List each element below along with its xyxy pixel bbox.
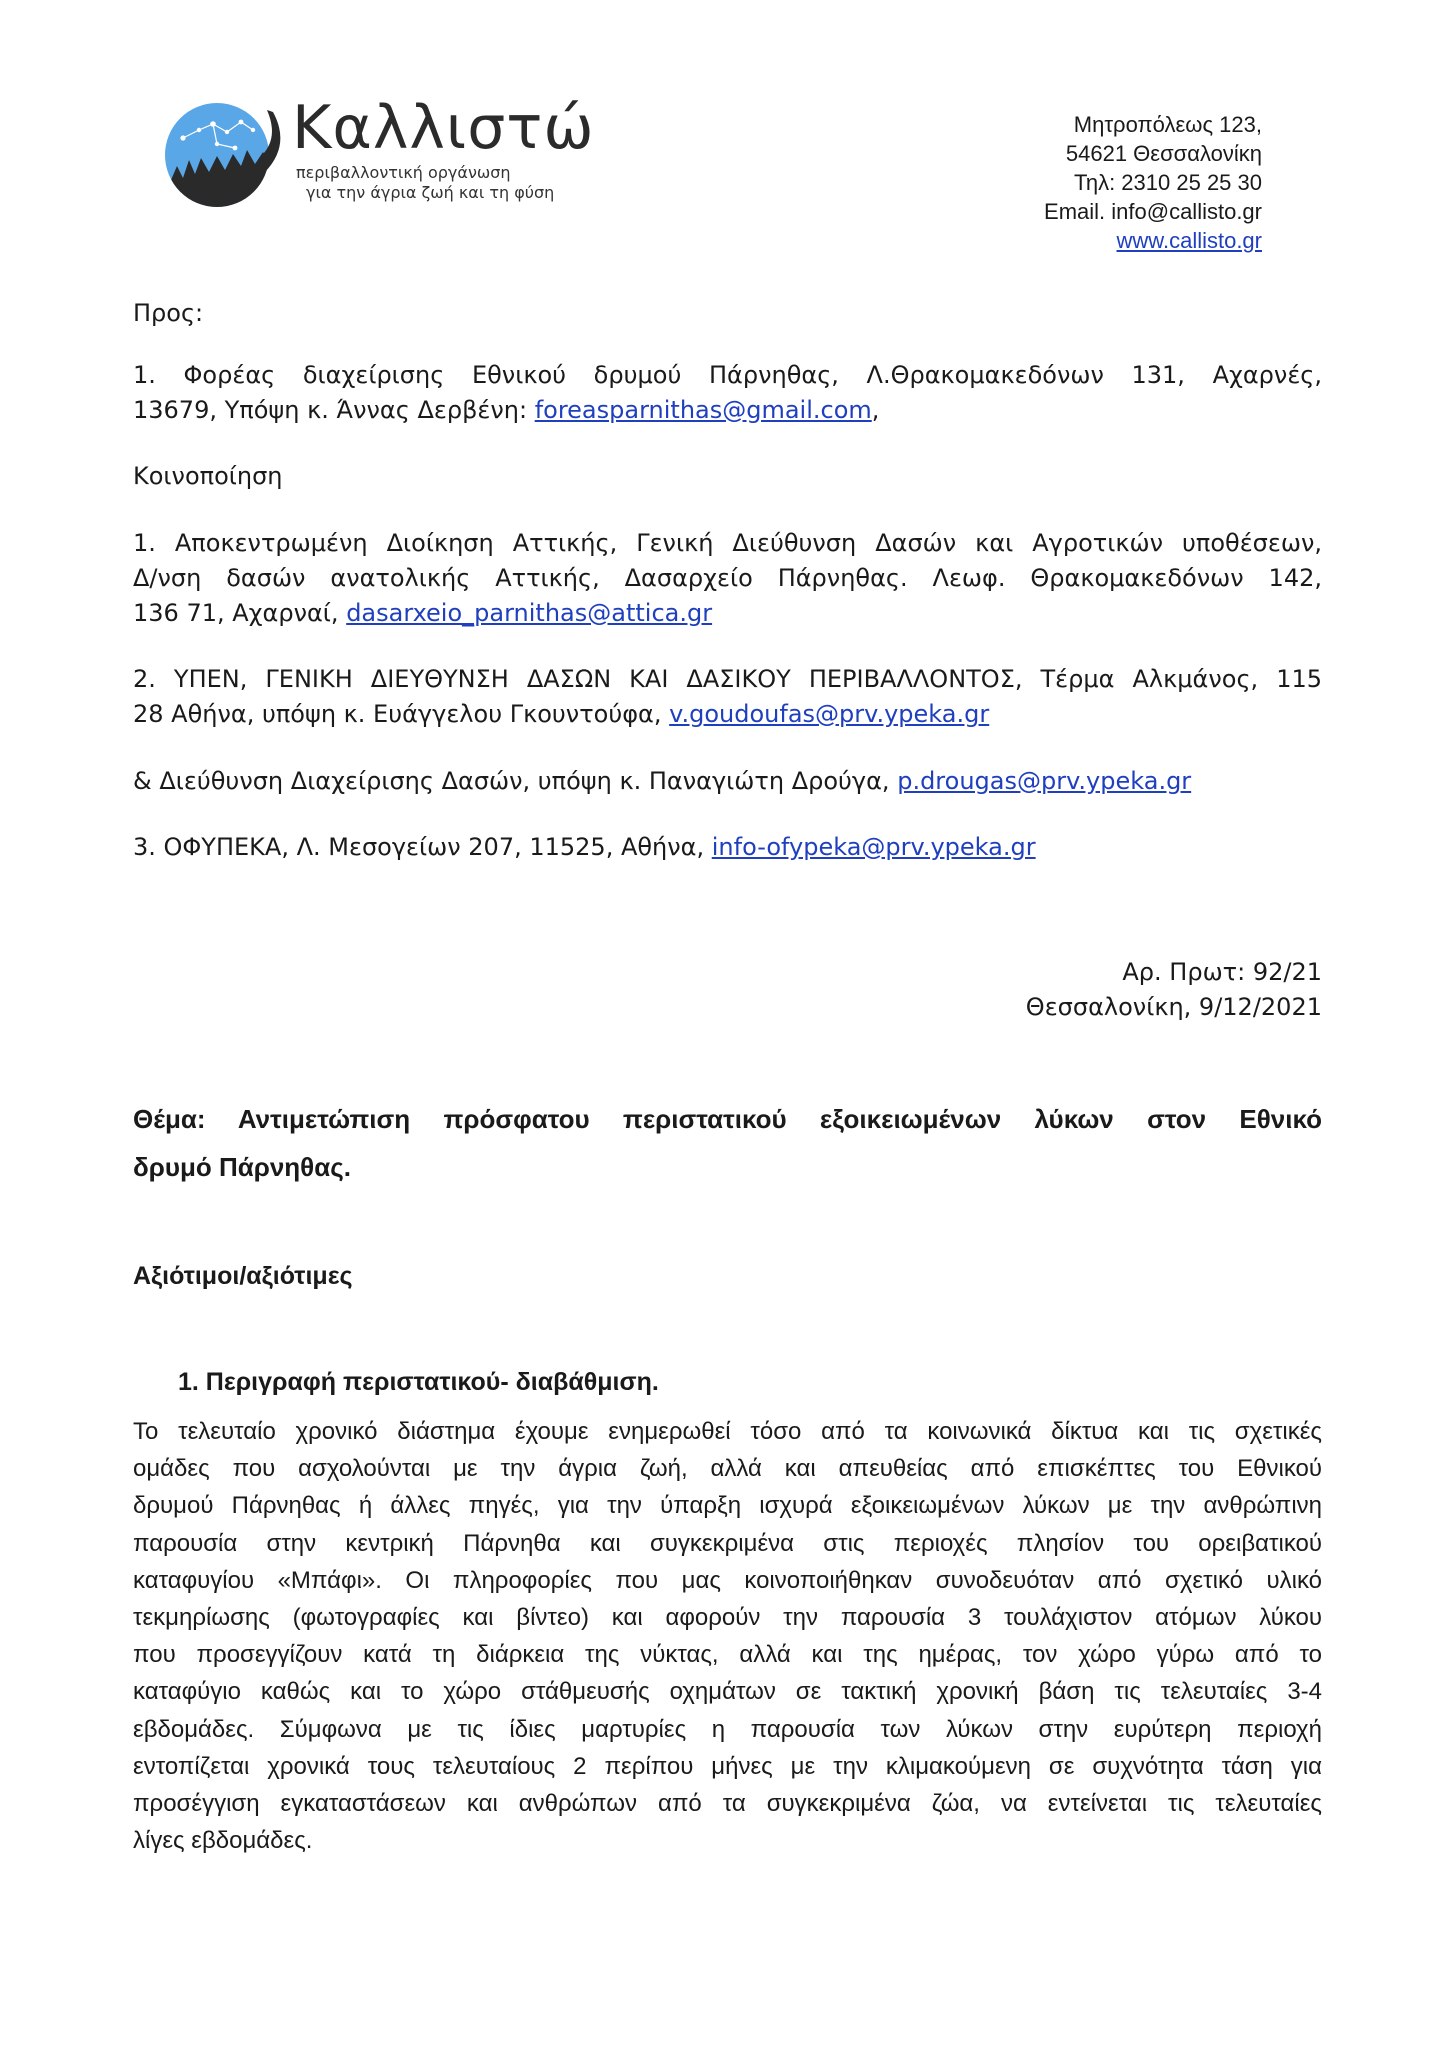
paragraph-line: εντοπίζεται χρονικά τους τελευταίους 2 περίπου μήνες με την κλιμακούμενη σε συχνότητα τάση για — [133, 1752, 1322, 1780]
place-date: Θεσσαλονίκη, 9/12/2021 — [1025, 993, 1322, 1021]
recipient-1-line-1: 1. Φορέας διαχείρισης Εθνικού δρυμού Πάρνηθας, Λ.Θρακομακεδόνων 131, Αχαρνές, — [133, 361, 1322, 389]
cc-1-line-1: 1. Αποκεντρωμένη Διοίκηση Αττικής, Γενική Διεύθυνση Δασών και Αγροτικών υποθέσεων, — [133, 529, 1322, 557]
brand-name: Καλλιστώ — [292, 93, 595, 163]
section-1-title: 1. Περιγραφή περιστατικού- διαβάθμιση. — [178, 1368, 659, 1396]
cc-1-email-link[interactable]: dasarxeio_parnithas@attica.gr — [346, 599, 713, 627]
subject-line-1: Θέμα: Αντιμετώπιση πρόσφατου περιστατικού εξοικειωμένων λύκων στον Εθνικό — [133, 1104, 1322, 1134]
subject-line-2: δρυμό Πάρνηθας. — [133, 1152, 351, 1182]
phone-number: Τηλ: 2310 25 25 30 — [1074, 170, 1262, 195]
paragraph-line: καταφυγίου «Μπάφι». Οι πληροφορίες που μας κοινοποιήθηκαν συνοδευόταν από σχετικό υλικό — [133, 1566, 1322, 1594]
paragraph-line: Το τελευταίο χρονικό διάστημα έχουμε ενημερωθεί τόσο από τα κοινωνικά δίκτυα και τις σχετικές — [133, 1418, 1322, 1445]
cc-2-line-2: 28 Αθήνα, υπόψη κ. Ευάγγελου Γκουντούφα, v.goudoufas@prv.ypeka.gr — [133, 700, 990, 728]
website-link[interactable]: www.callisto.gr — [1116, 228, 1262, 253]
recipient-1-email-link[interactable]: foreasparnithas@gmail.com — [534, 396, 872, 424]
to-label: Προς: — [133, 299, 204, 327]
brand-tagline-1: περιβαλλοντική οργάνωση — [296, 163, 511, 182]
cc-1-line-2: Δ/νση δασών ανατολικής Αττικής, Δασαρχείο Πάρνηθας. Λεωφ. Θρακομακεδόνων 142, — [133, 564, 1322, 592]
paragraph-line: καταφύγιο καθώς και το χώρο στάθμευσής οχημάτων σε τακτική χρονική βάση τις τελευταίες 3-4 — [133, 1678, 1322, 1706]
paragraph-line: δρυμού Πάρνηθας ή άλλες πηγές, για την ύπαρξη ισχυρά εξοικειωμένων λύκων με την ανθρώπινη — [133, 1492, 1322, 1520]
cc-2-line-1: 2. ΥΠΕΝ, ΓΕΝΙΚΗ ΔΙΕΥΘΥΝΣΗ ΔΑΣΩΝ ΚΑΙ ΔΑΣΙΚΟΥ ΠΕΡΙΒΑΛΛΟΝΤΟΣ, Τέρμα Αλκμάνος, 115 — [133, 665, 1322, 693]
cc-1-line-3: 136 71, Αχαρναί, dasarxeio_parnithas@attica.gr — [133, 599, 713, 627]
paragraph-line: παρουσία στην κεντρική Πάρνηθα και συγκεκριμένα στις περιοχές πλησίον του ορειβατικού — [133, 1529, 1322, 1557]
paragraph-line: που προσεγγίζουν κατά τη διάρκεια της νύκτας, αλλά και της ημέρας, τον χώρο γύρω από το — [133, 1641, 1322, 1669]
cc-2b-line: & Διεύθυνση Διαχείρισης Δασών, υπόψη κ. Παναγιώτη Δρούγα, p.drougas@prv.ypeka.gr — [133, 767, 1192, 795]
cc-3-email-link[interactable]: info-ofypeka@prv.ypeka.gr — [711, 833, 1036, 861]
cc-2-email-link[interactable]: v.goudoufas@prv.ypeka.gr — [669, 700, 990, 728]
recipient-1-line-2: 13679, Υπόψη κ. Άννας Δερβένη: foreasparnithas@gmail.com, — [133, 396, 880, 424]
reference-number: Αρ. Πρωτ: 92/21 — [1122, 958, 1322, 986]
sender-address — [1044, 110, 1262, 255]
email-address: Email. info@callisto.gr — [1044, 199, 1262, 224]
cc-2b-email-link[interactable]: p.drougas@prv.ypeka.gr — [897, 767, 1192, 795]
address-street: Μητροπόλεως 123, — [1073, 112, 1262, 137]
paragraph-line: τεκμηρίωσης (φωτογραφίες και βίντεο) και αφορούν την παρουσία 3 τουλάχιστον ατόμων λύκου — [133, 1604, 1322, 1631]
paragraph-line: προσέγγιση εγκαταστάσεων και ανθρώπων από τα συγκεκριμένα ζώα, να εντείνεται τις τελευταίες — [133, 1790, 1322, 1817]
cc-label: Κοινοποίηση — [133, 462, 283, 490]
brand-tagline-2: για την άγρια ζωή και τη φύση — [306, 183, 555, 202]
callisto-logo — [155, 100, 295, 210]
paragraph-line: ομάδες που ασχολούνται με την άγρια ζωή, αλλά και απευθείας από επισκέπτες του Εθνικού — [133, 1455, 1322, 1483]
paragraph-line: λίγες εβδομάδες. — [133, 1827, 313, 1855]
paragraph-line: εβδομάδες. Σύμφωνα με τις ίδιες μαρτυρίες η παρουσία των λύκων στην ευρύτερη περιοχή — [133, 1715, 1322, 1743]
cc-3-line: 3. ΟΦΥΠΕΚΑ, Λ. Μεσογείων 207, 11525, Αθήνα, info-ofypeka@prv.ypeka.gr — [133, 833, 1036, 861]
salutation: Αξιότιμοι/αξιότιμες — [133, 1262, 353, 1290]
address-city: 54621 Θεσσαλονίκη — [1065, 141, 1262, 166]
